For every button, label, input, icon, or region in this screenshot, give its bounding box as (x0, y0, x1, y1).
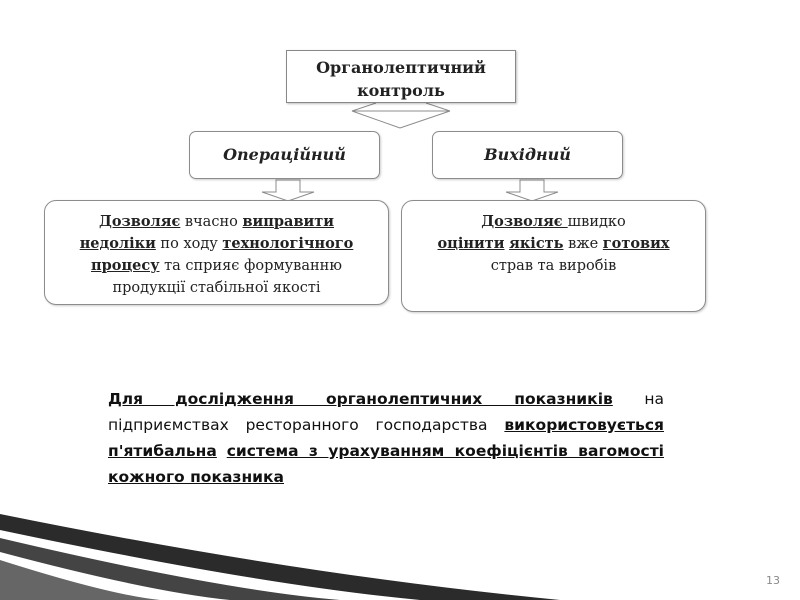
operational-title: Операційний (223, 145, 346, 164)
op-word-allows: Дозволяє (98, 213, 181, 230)
root-title-line2: контроль (357, 81, 445, 100)
left-down-arrow (262, 180, 314, 201)
para-part-1: Для дослідження органолептичних показників (108, 390, 613, 408)
op-word-technological: технологічного (222, 235, 354, 252)
out-text-3: вже (563, 236, 603, 252)
slide-number: 13 (766, 574, 780, 587)
op-word-process: процесу (91, 257, 160, 274)
out-word-allows: Дозволяє (481, 213, 568, 230)
op-text-1: вчасно (180, 214, 243, 230)
root-box (286, 50, 516, 103)
op-word-fix: виправити (242, 213, 335, 230)
root-split-arrow (352, 111, 450, 128)
output-description-box (401, 200, 706, 312)
para-part-7: система з урахуванням коефіцієнтів вагомості кожного показника (108, 442, 664, 486)
op-desc-line1 (45, 211, 388, 233)
operational-description-box (44, 200, 389, 305)
op-word-defects: недоліки (79, 235, 156, 252)
operational-box (189, 131, 380, 179)
main-paragraph (108, 386, 664, 490)
out-word-evaluate: оцінити (437, 235, 505, 252)
para-part-2: на підприємствах ресторанного господарства (108, 390, 664, 434)
right-down-arrow (506, 180, 558, 201)
op-text-2: по ходу (155, 236, 223, 252)
out-desc-line2 (402, 233, 705, 255)
op-desc-line2 (45, 233, 388, 255)
root-title-line1: Органолептичний (316, 58, 486, 77)
para-part-5: п'ятибальна (108, 442, 217, 460)
out-desc-line3: страв та виробів (490, 258, 617, 274)
out-text-1: швидко (567, 214, 626, 230)
output-title: Вихідний (484, 145, 571, 164)
para-part-6 (217, 442, 227, 460)
out-desc-line1 (402, 211, 705, 233)
op-text-3: та сприяє формуванню (159, 258, 342, 274)
output-box (432, 131, 623, 179)
out-word-ready: готових (602, 235, 670, 252)
out-word-quality: якість (509, 235, 564, 252)
para-part-3: використовується (504, 416, 664, 434)
op-desc-line4: продукції стабільної якості (112, 280, 321, 296)
op-desc-line3 (45, 255, 388, 277)
